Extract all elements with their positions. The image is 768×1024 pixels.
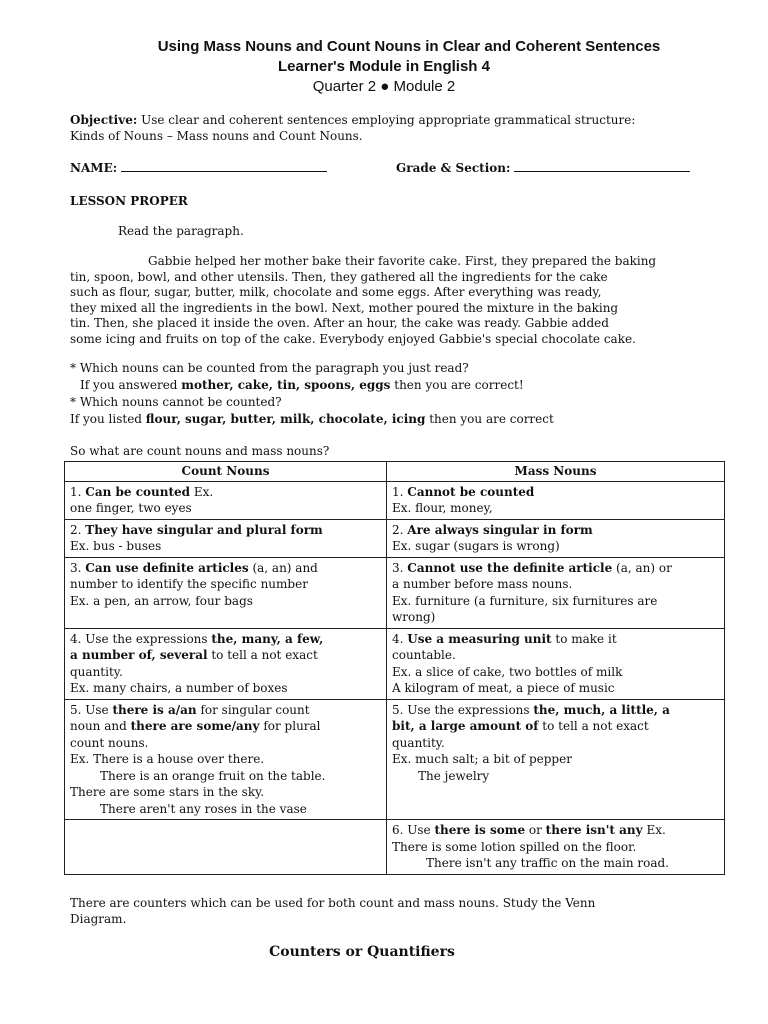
paragraph-line: they mixed all the ingredients in the bowl. Next, mother poured the mixture in the baking [70, 300, 619, 315]
answer-uncountable: If you listed flour, sugar, butter, milk, chocolate, icing then you are correct [70, 412, 554, 426]
counters-heading: Counters or Quantifiers [269, 944, 455, 960]
count-cell-5: 5. Use there is a/an for singular count noun and there are some/any for plural count nouns. Ex. There is a house over there. There is an orange fruit on the table. There are some stars in the sky. There aren't any roses in the vase [65, 699, 387, 820]
count-cell-4: 4. Use the expressions the, many, a few, a number of, several to tell a not exact quantity. Ex. many chairs, a number of boxes [65, 628, 387, 699]
table-header-row [65, 462, 725, 482]
objective-line-2: Kinds of Nouns – Mass nouns and Count Nouns. [70, 128, 363, 143]
grade-section-label: Grade & Section: [396, 161, 511, 175]
mass-nouns-header: Mass Nouns [387, 462, 725, 482]
mass-cell-6: 6. Use there is some or there isn't any Ex. There is some lotion spilled on the floor. There isn't any traffic on the main road. [387, 820, 725, 875]
question-countable: * Which nouns can be counted from the paragraph you just read? [70, 361, 469, 375]
objective-line-1: Use clear and coherent sentences employing appropriate grammatical structure: [141, 113, 636, 127]
count-nouns-header: Count Nouns [65, 462, 387, 482]
grade-section-field [396, 161, 690, 177]
mass-cell-3: 3. Cannot use the definite article (a, an) or a number before mass nouns. Ex. furniture (a furniture, six furnitures are wrong) [387, 557, 725, 628]
mass-cell-1: 1. Cannot be counted Ex. flour, money, [387, 481, 725, 519]
story-paragraph [70, 254, 750, 347]
table-intro: So what are count nouns and mass nouns? [70, 444, 330, 458]
objective-label: Objective: [70, 113, 138, 127]
objective [70, 113, 750, 144]
mass-cell-4: 4. Use a measuring unit to make it countable. Ex. a slice of cake, two bottles of milk A kilogram of meat, a piece of music [387, 628, 725, 699]
document-title: Using Mass Nouns and Count Nouns in Clear and Coherent Sentences [157, 38, 661, 55]
paragraph-line: some icing and fruits on top of the cake. Everybody enjoyed Gabbie's special chocolate cake. [70, 331, 636, 346]
mass-cell-5: 5. Use the expressions the, much, a little, a bit, a large amount of to tell a not exact quantity. Ex. much salt; a bit of pepper The jewelry [387, 699, 725, 820]
name-field [70, 161, 327, 177]
count-mass-nouns-table [64, 461, 725, 875]
name-blank[interactable] [121, 161, 327, 172]
answer-countable: If you answered mother, cake, tin, spoons, eggs then you are correct! [80, 378, 524, 392]
mass-cell-2: 2. Are always singular in form Ex. sugar (sugars is wrong) [387, 519, 725, 557]
table-row [65, 628, 725, 699]
count-cell-3: 3. Can use definite articles (a, an) and number to identify the specific number Ex. a pen, an arrow, four bags [65, 557, 387, 628]
paragraph-line: tin. Then, she placed it inside the oven. After an hour, the cake was ready. Gabbie added [70, 316, 609, 330]
venn-intro-line-2: Diagram. [70, 911, 127, 926]
question-uncountable: * Which nouns cannot be counted? [70, 395, 282, 409]
module-subtitle: Learner's Module in English 4 [278, 58, 490, 75]
table-row [65, 519, 725, 557]
venn-intro-line-1: There are counters which can be used for both count and mass nouns. Study the Venn [70, 896, 596, 910]
paragraph-line: such as flour, sugar, butter, milk, chocolate and some eggs. After everything was ready, [70, 285, 602, 299]
count-cell-2: 2. They have singular and plural form Ex. bus - buses [65, 519, 387, 557]
read-instruction: Read the paragraph. [118, 224, 244, 238]
table-row [65, 557, 725, 628]
venn-intro [70, 896, 750, 927]
quarter-label: Quarter 2 ● Module 2 [312, 78, 456, 95]
paragraph-line: Gabbie helped her mother bake their favorite cake. First, they prepared the baking [148, 254, 657, 268]
count-cell-1: 1. Can be counted Ex. one finger, two eyes [65, 481, 387, 519]
paragraph-line: tin, spoon, bowl, and other utensils. Then, they gathered all the ingredients for the cake [70, 269, 608, 284]
name-label: NAME: [70, 161, 118, 175]
count-cell-6-empty [65, 820, 387, 875]
table-row [65, 699, 725, 820]
questions [70, 360, 760, 428]
table-row [65, 820, 725, 875]
grade-section-blank[interactable] [514, 161, 690, 172]
table-row [65, 481, 725, 519]
lesson-heading: LESSON PROPER [70, 194, 188, 208]
